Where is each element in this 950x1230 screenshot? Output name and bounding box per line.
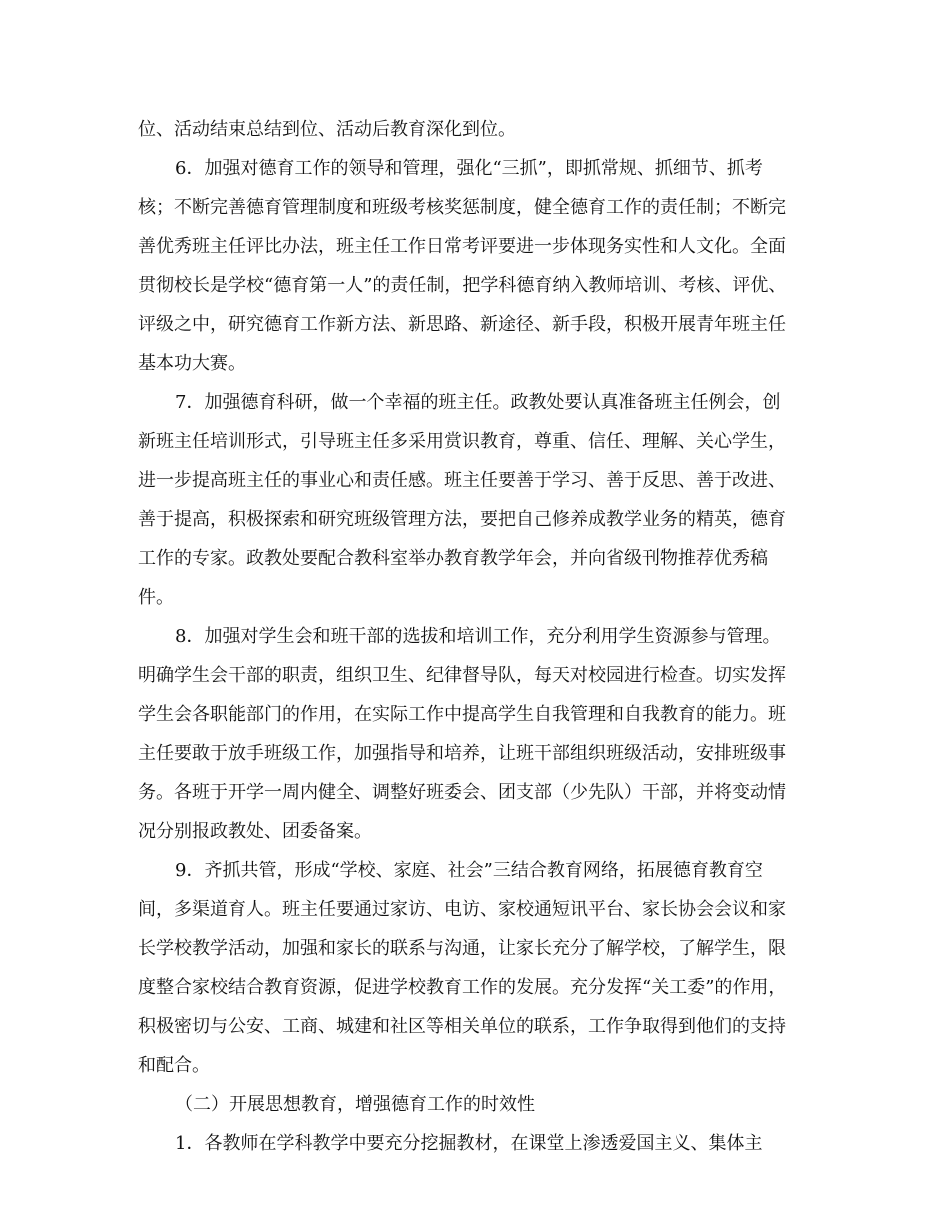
text-line: 1．各教师在学科教学中要充分挖掘教材，在课堂上渗透爱国主义、集体主 — [175, 1133, 763, 1154]
text-line: 7．加强德育科研，做一个幸福的班主任。政教处要认真准备班主任例会，创 — [175, 392, 781, 413]
text-line: 6．加强对德育工作的领导和管理，强化“三抓”，即抓常规、抓细节、抓考 — [175, 158, 763, 179]
text-line: 主任要敢于放手班级工作，加强指导和培养，让班干部组织班级活动，安排班级事 — [138, 743, 786, 764]
text-line: 9．齐抓共管，形成“学校、家庭、社会”三结合教育网络，拓展德育教育空 — [175, 860, 763, 881]
text-line: 况分别报政教处、团委备案。 — [138, 821, 372, 842]
text-line: 贯彻校长是学校“德育第一人”的责任制，把学科德育纳入教师培训、考核、评优、 — [138, 275, 787, 296]
text-line: 件。 — [138, 587, 174, 608]
text-line: 工作的专家。政教处要配合教科室举办教育教学年会，并向省级刊物推荐优秀稿 — [138, 548, 768, 569]
text-line: 核；不断完善德育管理制度和班级考核奖惩制度，健全德育工作的责任制；不断完 — [138, 197, 786, 218]
text-line: 位、活动结束总结到位、活动后教育深化到位。 — [138, 119, 516, 140]
text-line: 进一步提高班主任的事业心和责任感。班主任要善于学习、善于反思、善于改进、 — [138, 470, 786, 491]
text-line: 新班主任培训形式，引导班主任多采用赏识教育，尊重、信任、理解、关心学生， — [138, 431, 786, 452]
text-line: 长学校教学活动，加强和家长的联系与沟通，让家长充分了解学校，了解学生，限 — [138, 938, 786, 959]
text-line: （二）开展思想教育，增强德育工作的时效性 — [175, 1094, 535, 1115]
text-line: 度整合家校结合教育资源，促进学校教育工作的发展。充分发挥“关工委”的作用， — [138, 977, 787, 998]
text-line: 善优秀班主任评比办法，班主任工作日常考评要进一步体现务实性和人文化。全面 — [138, 236, 786, 257]
text-line: 8．加强对学生会和班干部的选拔和培训工作，充分利用学生资源参与管理。 — [175, 626, 781, 647]
text-line: 基本功大赛。 — [138, 353, 246, 374]
text-line: 善于提高，积极探索和研究班级管理方法，要把自己修养成教学业务的精英，德育 — [138, 509, 786, 530]
text-line: 间，多渠道育人。班主任要通过家访、电访、家校通短讯平台、家长协会会议和家 — [138, 899, 786, 920]
text-line: 务。各班于开学一周内健全、调整好班委会、团支部（少先队）干部，并将变动情 — [138, 782, 786, 803]
text-line: 和配合。 — [138, 1055, 210, 1076]
text-line: 积极密切与公安、工商、城建和社区等相关单位的联系，工作争取得到他们的支持 — [138, 1016, 786, 1037]
text-line: 学生会各职能部门的作用，在实际工作中提高学生自我管理和自我教育的能力。班 — [138, 704, 786, 725]
text-line: 明确学生会干部的职责，组织卫生、纪律督导队，每天对校园进行检查。切实发挥 — [138, 665, 786, 686]
text-line: 评级之中，研究德育工作新方法、新思路、新途径、新手段，积极开展青年班主任 — [138, 314, 786, 335]
